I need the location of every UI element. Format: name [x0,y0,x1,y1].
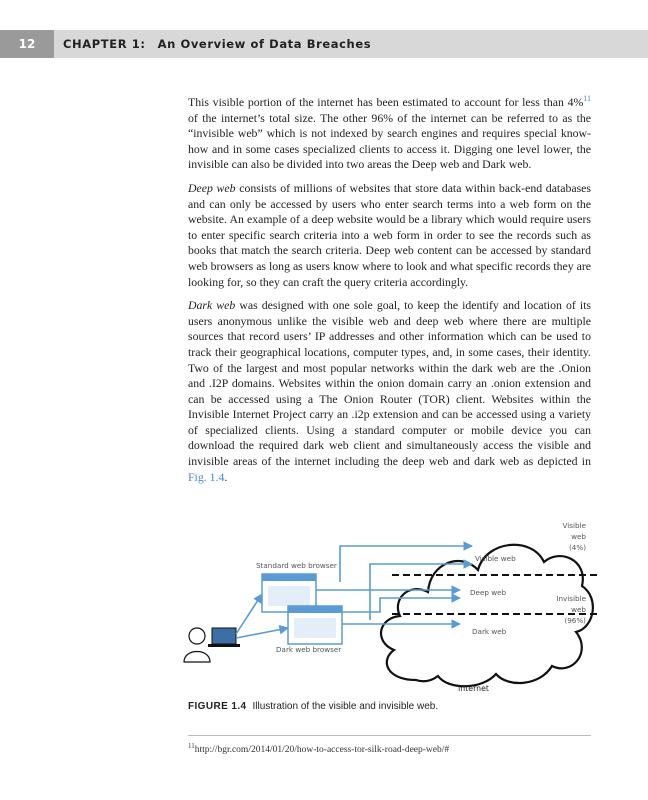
term-deep-web: Deep web [188,180,236,195]
figure-link[interactable]: Fig. 1.4 [188,469,225,484]
running-header [0,30,648,58]
paragraph-deep-web [188,181,591,290]
term-dark-web: Dark web [188,298,236,313]
p3-text: was designed with one sole goal, to keep the identify and location of its users anonymous unlike the visible web and deep web where there are multiple sources that record users’ IP addresses and other information which can be used to track their geographical locations, computer types, and, in some cases, their identity. Two of the largest and most popular networks within the dark web are the .Onion and .I2P domains. Websites within the onion domain carry an .onion extension and can be accessed using a The Onion Router (TOR) client. Websites within the Invisible Internet Project carry an .i2p extension and can be accessed using a variety of specialized clients. Using a standard computer or mobile device you can download the required dark web client and simultaneously access the visible and invisible areas of the internet including the deep web and dark web as depicted in [188,298,591,469]
footnote-url[interactable]: http://bgr.com/2014/01/20/how-to-access-tor-silk-road-deep-web/# [194,745,450,756]
footnote-ref-11[interactable]: 11 [583,94,591,104]
arrow-laptop-to-standard [236,594,262,634]
chapter-heading [63,30,371,58]
footnote-rule [188,735,591,736]
invisible-label-3: (96%) [564,616,586,625]
p1-text-before: This visible portion of the internet has been estimated to account for less than 4% [188,95,584,109]
label-dark-browser: Dark web browser [276,645,342,654]
visible-label-3: (4%) [568,543,586,552]
p1-text-after: of the internet’s total size. The other 96% of the internet can be referred to as the “invisible web” which is not indexed by search engines and requires special know-how and in some cases specialized clients to access it. Digging one level lower, the invisible can also be divided into two areas the Deep web and Dark web. [188,110,591,172]
label-dark-web: Dark web [472,627,507,636]
caption-text: Illustration of the visible and invisible web. [252,701,439,712]
paragraph-dark-web [188,298,591,485]
laptop-icon [208,628,240,647]
caption-label: FIGURE 1.4 [188,701,247,712]
label-internet: Internet [458,684,489,693]
internet-cloud [381,545,593,687]
paragraph-visible-web [188,95,591,173]
chapter-title: An Overview of Data Breaches [157,37,372,51]
label-visible-web: Visible web [475,554,516,563]
figure-visible-invisible-web [180,510,600,700]
page-number: 12 [0,30,54,58]
p2-text: consists of millions of websites that store data within back-end databases and can only be accessed by users who enter search terms into a web form on the website. An example of a deep website would be a library which would require users to enter specific search criteria into a web form in order to see the records such as books that match the search criteria. Deep web content can be accessed by standard web browsers as long as users know where to look and what specific records they are looking for, so they can craft the query criteria accordingly. [188,180,592,289]
footnote [188,742,449,755]
arrow-laptop-to-dark [236,628,288,638]
p3-end: . [224,469,228,484]
label-standard-browser: Standard web browser [256,561,337,570]
body-text [188,95,591,493]
chapter-label: CHAPTER 1: [63,37,146,51]
visible-label-1: Visible [562,521,586,530]
footnote-number: 11 [188,742,195,750]
invisible-label-2: web [571,605,586,614]
label-deep-web: Deep web [470,588,507,597]
invisible-label-1: Invisible [556,594,586,603]
user-icon [184,628,210,662]
visible-label-2: web [571,532,586,541]
dark-browser-window [288,606,342,644]
figure-caption [188,701,598,712]
